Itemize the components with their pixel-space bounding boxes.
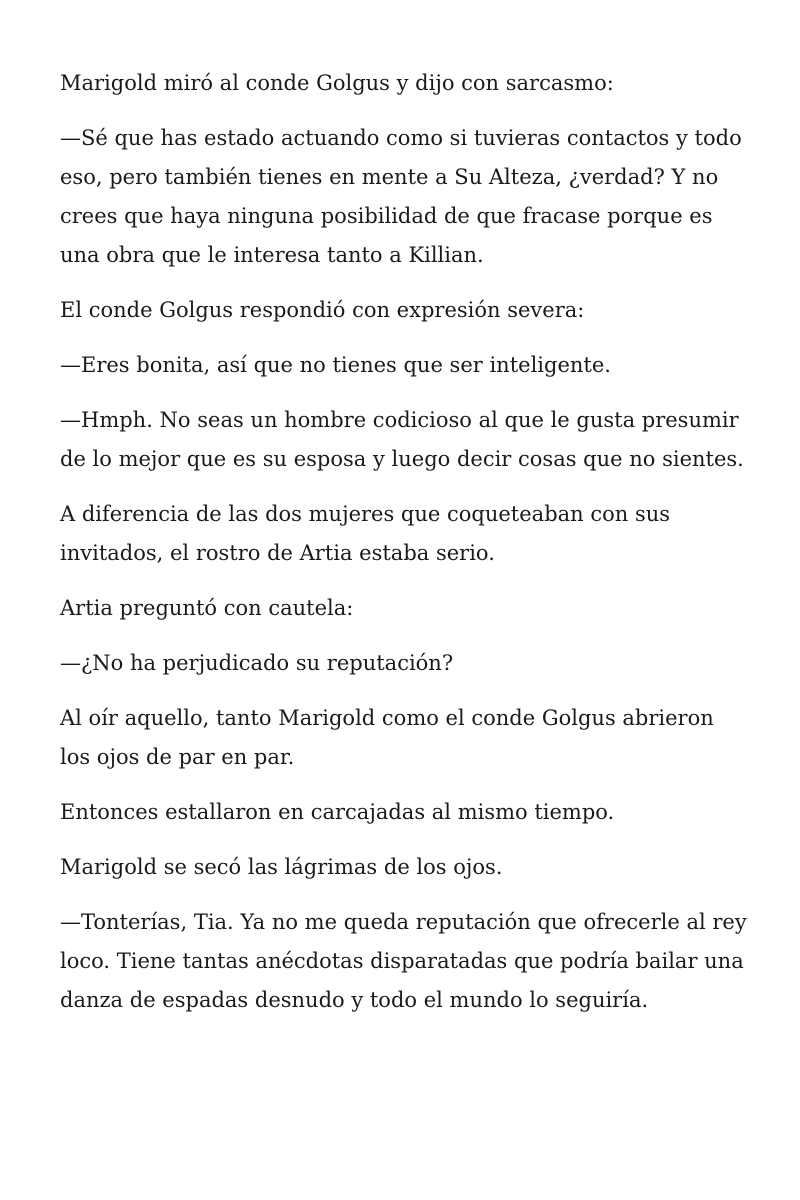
- paragraph: Entonces estallaron en carcajadas al mismo tiempo.: [60, 800, 615, 824]
- paragraph: —¿No ha perjudicado su reputación?: [60, 651, 454, 675]
- paragraph: El conde Golgus respondió con expresión severa:: [60, 298, 585, 322]
- paragraph: A diferencia de las dos mujeres que coqueteaban con sus invitados, el rostro de Artia estaba serio.: [60, 502, 671, 565]
- paragraph: Marigold miró al conde Golgus y dijo con sarcasmo:: [60, 71, 614, 95]
- paragraph: Artia preguntó con cautela:: [60, 596, 354, 620]
- paragraph: —Tonterías, Tia. Ya no me queda reputación que ofrecerle al rey loco. Tiene tantas anécdotas disparatadas que podría bailar una danza de espadas desnudo y todo el mundo lo seguiría.: [60, 910, 747, 1012]
- paragraph: —Hmph. No seas un hombre codicioso al que le gusta presumir de lo mejor que es su esposa y luego decir cosas que no sientes.: [60, 408, 744, 471]
- document-page: [60, 64, 750, 1036]
- paragraph: —Sé que has estado actuando como si tuvieras contactos y todo eso, pero también tienes en mente a Su Alteza, ¿verdad? Y no crees que haya ninguna posibilidad de que fracase porque es una obra que le interesa tanto a Killian.: [60, 126, 742, 267]
- paragraph: Al oír aquello, tanto Marigold como el conde Golgus abrieron los ojos de par en par.: [60, 706, 714, 769]
- paragraph: —Eres bonita, así que no tienes que ser inteligente.: [60, 353, 611, 377]
- paragraph: Marigold se secó las lágrimas de los ojos.: [60, 855, 503, 879]
